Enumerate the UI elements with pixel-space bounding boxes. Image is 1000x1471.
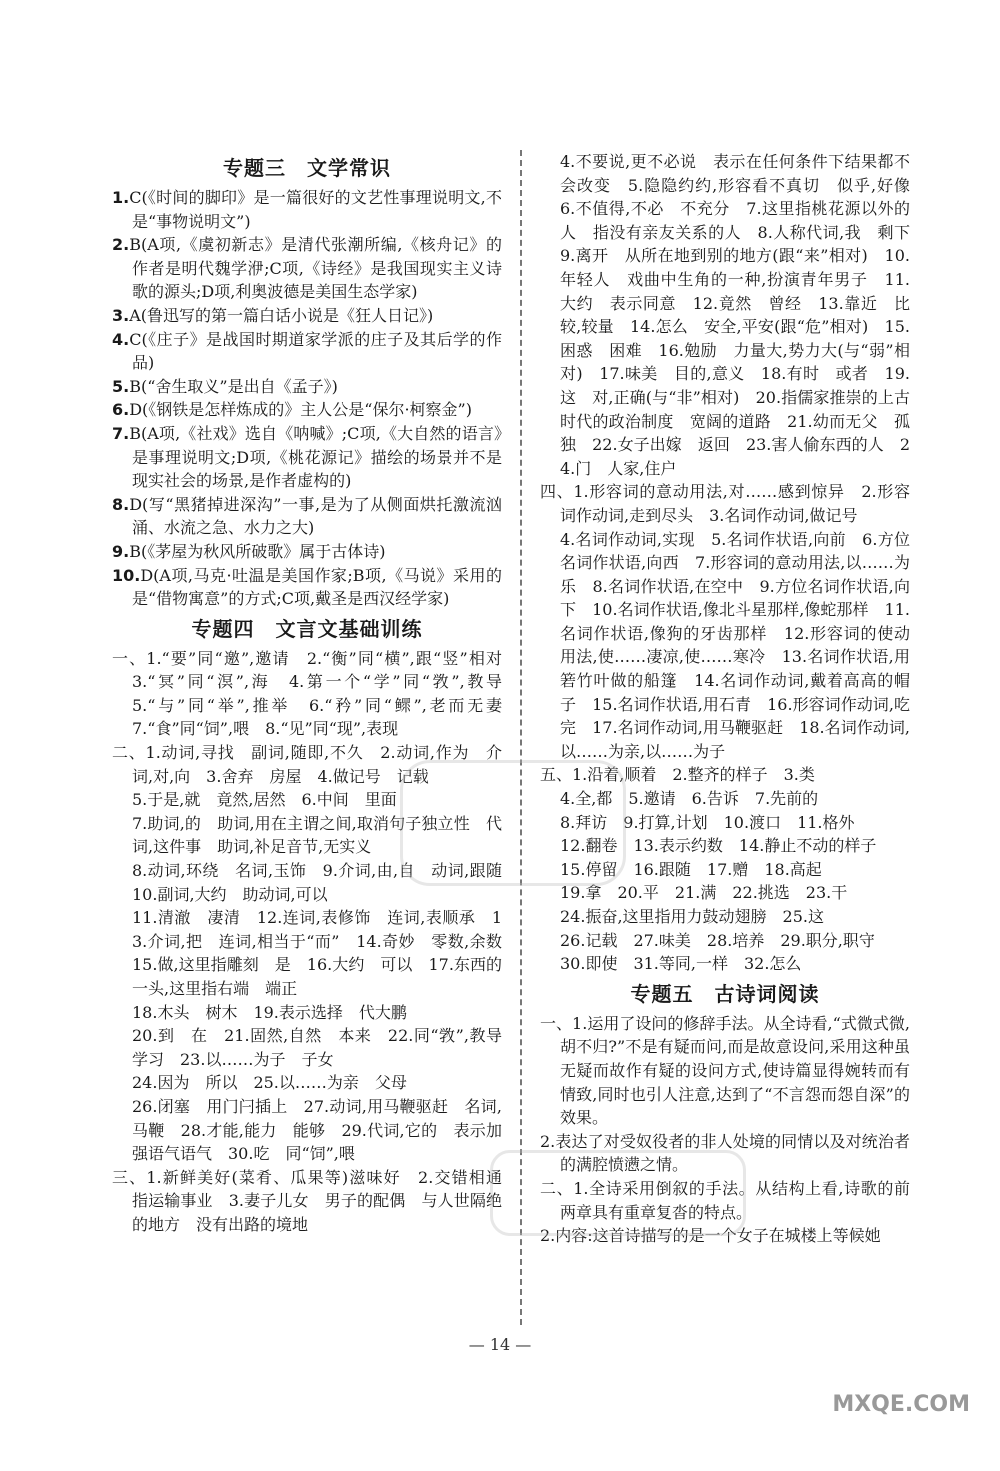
answer-line: 26.记载 27.味美 28.培养 29.职分,职守 <box>560 930 875 950</box>
answer-item: 2.B(A项,《虞初新志》是清代张潮所编,《核舟记》的作者是明代魏学洢;C项,《诗经》是我国现实主义诗歌的源头;D项,利奥波德是美国生态学家) <box>112 235 502 302</box>
watermark-stamp <box>400 760 626 886</box>
section-title-4: 专题四 文言文基础训练 <box>191 616 423 641</box>
answer-block-5: 五、1.沿着,顺着 2.整齐的样子 3.类 <box>540 765 815 785</box>
answer-line: 7.助词,的 助词,用在主谓之间,取消句子独立性 代词,这件事 助词,补足音节,无实义 <box>132 813 502 857</box>
answer-line: 11.清澈 凄清 12.连词,表修饰 连词,表顺承 13.介词,把 连词,相当于“而” 14.奇妙 零数,余数 15.做,这里指雕刻 是 16.大约 可以 17.东西的一头,这里指右端 端正 <box>132 908 519 998</box>
poem-answer-1: 一、1.运用了设问的修辞手法。从全诗看,“式微式微,胡不归?”不是有疑而问,而是故意设问,采用这种虽无疑而故作有疑的设问方式,使诗篇显得婉转而有情致,同时也引人注意,达到了“不言怨而怨自深”的效果。 <box>540 1013 910 1128</box>
answer-line: 26.闭塞 用门闩插上 27.动词,用马鞭驱赶 名词,马鞭 28.才能,能力 能够 29.代词,它的 表示加强语气语气 30.吃 同“饲”,喂 <box>132 1096 502 1164</box>
answer-item: 10.D(A项,马克·吐温是美国作家;B项,《马说》采用的是“借物寓意”的方式;C项,戴圣是西汉经学家) <box>112 565 502 609</box>
poem-answer-3: 二、1.全诗采用倒叙的手法。从结构上看,诗歌的前两章具有重章复沓的特点。 <box>540 1178 910 1222</box>
section-title-5: 专题五 古诗词阅读 <box>630 981 820 1006</box>
answer-item: 4.C(《庄子》是战国时期道家学派的庄子及其后学的作品) <box>112 329 502 373</box>
answer-block-4: 四、1.形容词的意动用法,对……感到惊异 2.形容词作动词,走到尽头 3.名词作动词,做记号 <box>540 482 910 525</box>
answer-line: 12.翻卷 13.表示约数 14.静止不动的样子 <box>560 836 877 856</box>
answer-block-3: 三、1.新鲜美好(菜肴、瓜果等)滋味好 2.交错相通 指运输事业 3.妻子儿女 男子的配偶 与人世隔绝的地方 没有出路的境地 <box>112 1167 519 1234</box>
left-column <box>112 150 519 1237</box>
section-title-3: 专题三 文学常识 <box>223 156 391 180</box>
answer-item: 9.B(《茅屋为秋风所破歌》属于古体诗) <box>112 541 386 561</box>
answer-line: 19.拿 20.平 21.满 22.挑选 23.干 <box>560 883 848 903</box>
answer-line: 8.动词,环绕 名词,玉饰 9.介词,由,自 动词,跟随 10.副词,大约 助动词,可以 <box>132 861 519 904</box>
poem-answer-4: 2.内容:这首诗描写的是一个女子在城楼上等候她 <box>540 1226 881 1246</box>
answer-item: 8.D(写“黑猪掉进深沟”一事,是为了从侧面烘托激流汹涌、水流之急、水力之大) <box>112 494 502 538</box>
page-number: — 14 — <box>468 1335 532 1354</box>
answer-line: 5.于是,就 竟然,居然 6.中间 里面 <box>132 790 397 810</box>
watermark-logo: MXQE.COM <box>832 1392 970 1417</box>
right-column <box>540 150 927 1248</box>
answer-line: 8.拜访 9.打算,计划 10.渡口 11.格外 <box>560 812 855 832</box>
answer-line: 18.木头 树木 19.表示选择 代大鹏 <box>132 1002 407 1022</box>
answer-line: 24.因为 所以 25.以……为亲 父母 <box>132 1073 407 1093</box>
watermark-stamp <box>490 1150 746 1236</box>
answer-item: 1.C(《时间的脚印》是一篇很好的文艺性事理说明文,不是“事物说明文”) <box>112 188 502 231</box>
answer-item: 5.B(“舍生取义”是出自《孟子》) <box>112 376 338 396</box>
answer-line: 20.到 在 21.固然,自然 本来 22.同“敩”,教导 学习 23.以……为子 子女 <box>132 1026 519 1069</box>
answer-block-4-items: 4.名词作动词,实现 5.名词作状语,向前 6.方位名词作状语,向西 7.形容词的意动用法,以……为乐 8.名词作状语,在空中 9.方位名词作状语,向下 10.名词作状语,像北斗星那样,像蛇那样 11.名词作状语,像狗的牙齿那样 12.形容词的使动用法,使……凄凉,使……寒冷 13.名词作状语,用箬竹叶做的船篷 14.名词作动词,戴着高高的帽子 15.名词作状语,用石青 16.形容词作动词,吃完 17.名词作动词,用马鞭驱赶 18.名词作动词,以……为亲,以……为子 <box>560 529 910 761</box>
answer-item: 6.D(《钢铁是怎样炼成的》主人公是“保尔·柯察金”) <box>112 400 472 420</box>
answer-line: 15.停留 16.跟随 17.赠 18.高起 <box>560 859 822 879</box>
poem-answer-2: 2.表达了对受奴役者的非人处境的同情以及对统治者的满腔愤懑之情。 <box>540 1131 910 1175</box>
answer-block-1: 一、1.“要”同“邀”,邀请 2.“衡”同“横”,跟“竖”相对 3.“冥”同“溟”,海 4.第一个“学”同“敩”,教导 5.“与”同“举”,推举 6.“矜”同“鳏”,老而无妻 7.“食”同“饲”,喂 8.“见”同“现”,表现 <box>112 648 519 739</box>
column-divider <box>520 150 522 1325</box>
answer-block-3-cont: 4.不要说,更不必说 表示在任何条件下结果都不会改变 5.隐隐约约,形容看不真切 似乎,好像 6.不值得,不必 不充分 7.这里指桃花源以外的人 指没有亲友关系的人 8.人称代词,我 剩下 9.离开 从所在地到别的地方(跟“来”相对) 10.年轻人 戏曲中生角的一种,扮演青年男子 11.大约 表示同意 12.竟然 曾经 13.靠近 比较,较量 14.怎么 安全,平安(跟“危”相对) 15.困惑 困难 16.勉励 力量大,势力大(与“弱”相对) 17.味美 目的,意义 18.有时 或者 19.这 对,正确(与“非”相对) 20.指儒家推崇的上古时代的政治制度 宽阔的道路 21.幼而无父 孤独 22.女子出嫁 返回 23.害人偷东西的人 24.门 人家,住户 <box>560 152 927 478</box>
answer-item: 7.B(A项,《社戏》选自《呐喊》;C项,《大自然的语言》是事理说明文;D项,《桃花源记》描绘的场景并不是现实社会的场景,是作者虚构的) <box>112 423 502 491</box>
answer-block-2: 二、1.动词,寻找 副词,随即,不久 2.动词,作为 介词,对,向 3.舍弃 房屋 4.做记号 记载 <box>112 743 502 786</box>
answers-list-3 <box>112 186 502 611</box>
answer-line: 30.即使 31.等同,一样 32.怎么 <box>560 954 802 974</box>
answer-item: 3.A(鲁迅写的第一篇白话小说是《狂人日记》) <box>112 305 434 325</box>
answer-line: 4.全,都 5.邀请 6.告诉 7.先前的 <box>560 789 819 809</box>
answer-line: 24.振奋,这里指用力鼓动翅膀 25.这 <box>560 907 824 926</box>
